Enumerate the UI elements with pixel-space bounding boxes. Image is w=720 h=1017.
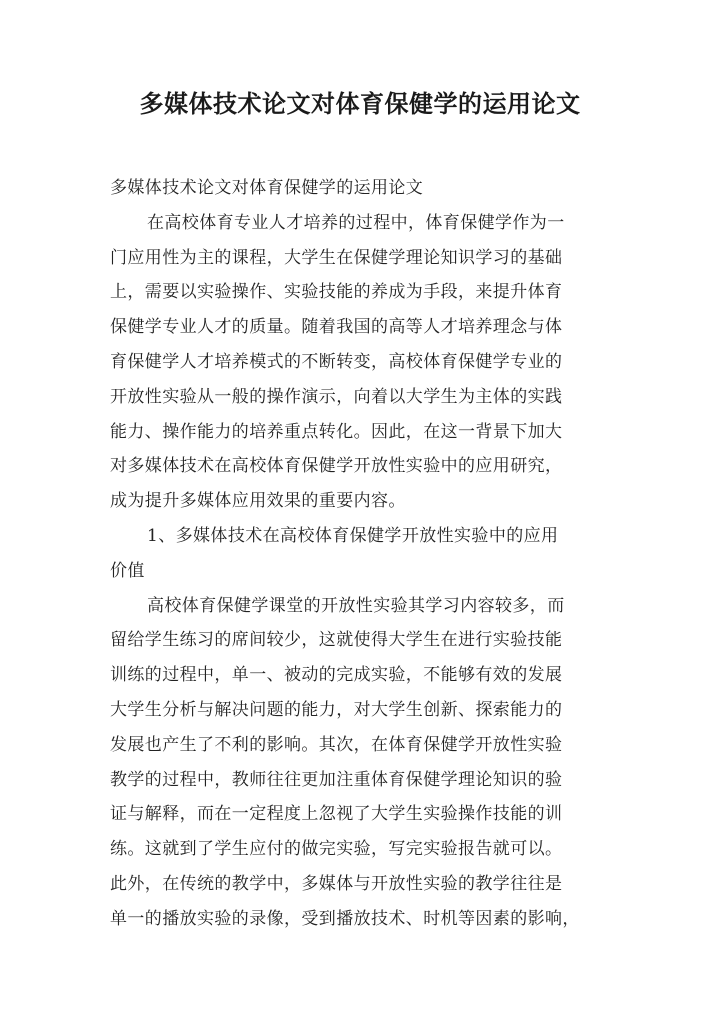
document-title: 多媒体技术论文对体育保健学的运用论文 xyxy=(139,89,581,118)
paragraph-line: 门应用性为主的课程，大学生在保健学理论知识学习的基础 xyxy=(110,247,563,268)
paragraph-line: 训练的过程中，单一、被动的完成实验，不能够有效的发展 xyxy=(110,665,563,686)
paragraph-line: 大学生分析与解决问题的能力，对大学生创新、探索能力的 xyxy=(110,699,563,720)
paragraph-line: 上，需要以实验操作、实验技能的养成为手段，来提升体育 xyxy=(110,282,563,303)
paragraph-line: 此外，在传统的教学中，多媒体与开放性实验的教学往往是 xyxy=(110,873,563,894)
paragraph-line: 高校体育保健学课堂的开放性实验其学习内容较多，而 xyxy=(147,595,565,616)
section-heading-line: 1、多媒体技术在高校体育保健学开放性实验中的应用 xyxy=(147,525,559,546)
section-heading-line: 价值 xyxy=(110,560,145,581)
paragraph-line: 对多媒体技术在高校体育保健学开放性实验中的应用研究， xyxy=(110,456,563,477)
paragraph-line: 在高校体育专业人才培养的过程中，体育保健学作为一 xyxy=(147,212,565,233)
paragraph-line: 练。这就到了学生应付的做完实验，写完实验报告就可以。 xyxy=(110,839,563,860)
paragraph-line: 成为提升多媒体应用效果的重要内容。 xyxy=(110,491,406,512)
paragraph-line: 发展也产生了不利的影响。其次，在体育保健学开放性实验 xyxy=(110,734,563,755)
paragraph-line: 证与解释，而在一定程度上忽视了大学生实验操作技能的训 xyxy=(110,804,563,825)
subtitle-line: 多媒体技术论文对体育保健学的运用论文 xyxy=(110,178,424,198)
paragraph-line: 能力、操作能力的培养重点转化。因此，在这一背景下加大 xyxy=(110,421,563,442)
paragraph-line: 教学的过程中，教师往往更加注重体育保健学理论知识的验 xyxy=(110,769,563,790)
paragraph-line: 单一的播放实验的录像，受到播放技术、时机等因素的影响， xyxy=(110,908,580,929)
paragraph-line: 育保健学人才培养模式的不断转变，高校体育保健学专业的 xyxy=(110,351,563,372)
document-body xyxy=(110,171,622,937)
paragraph-line: 保健学专业人才的质量。随着我国的高等人才培养理念与体 xyxy=(110,317,563,338)
paragraph-line: 开放性实验从一般的操作演示，向着以大学生为主体的实践 xyxy=(110,386,563,407)
paragraph-line: 留给学生练习的席间较少，这就使得大学生在进行实验技能 xyxy=(110,630,563,651)
